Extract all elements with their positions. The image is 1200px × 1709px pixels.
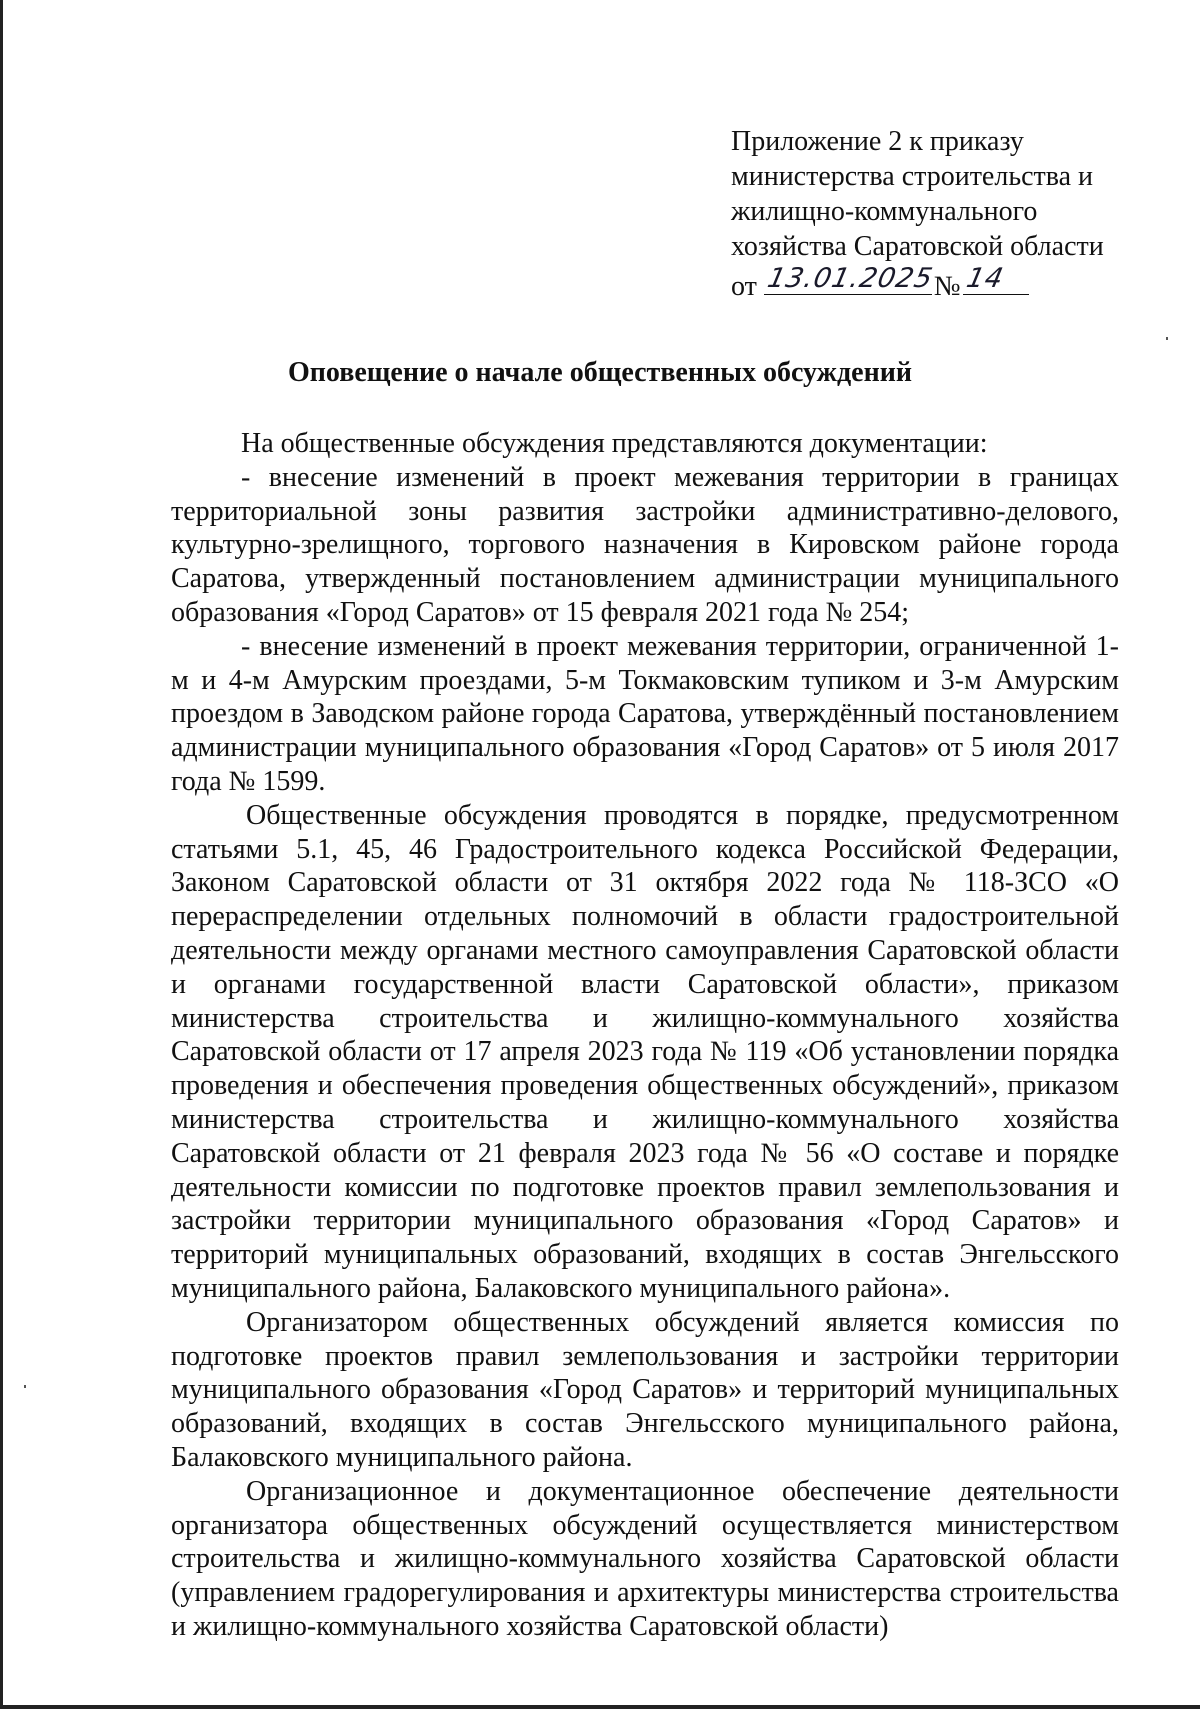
paragraph-item-2: - внесение изменений в проект межевания территории, ограниченной 1-м и 4-м Амурским проездами, 5-м Токмаковским тупиком и 3-м Амурским проездом в Заводском районе города Саратова, утверждённый постановлением администрации муниципального образования «Город Саратов» от 5 июля 2017 года № 1599. xyxy=(171,630,1119,797)
number-sign: № xyxy=(933,271,961,302)
paragraph-legal-basis: Общественные обсуждения проводятся в порядке, предусмотренном статьями 5.1, 45, 46 Градостроительного кодекса Российской Федерации, Законом Саратовской области от 31 октября 2022 года № 118-ЗСО «О перераспределении отдельных полномочий в области градостроительной деятельности между органами местного самоуправления Саратовской области и органами государственной власти Саратовской области», приказом министерства строительства и жилищно-коммунального хозяйства Саратовской области от 17 апреля 2023 года № 119 «Об установлении порядка проведения и обеспечения проведения общественных обсуждений», приказом министерства строительства и жилищно-коммунального хозяйства Саратовской области от 21 февраля 2023 года № 56 «О составе и порядке деятельности комиссии по подготовке проектов правил землепользования и застройки территории муниципального образования «Город Саратов» и территорий муниципальных образований, входящих в состав Энгельсского муниципального района, Балаковского муниципального района». xyxy=(171,799,1119,1304)
number-underline xyxy=(963,264,1029,295)
paragraph-organizer: Организатором общественных обсуждений является комиссия по подготовке проектов правил землепользования и застройки территории муниципального образования «Город Саратов» и территорий муниципальных образований, входящих в состав Энгельсского муниципального района, Балаковского муниципального района. xyxy=(171,1306,1119,1473)
approval-line-3: жилищно-коммунального xyxy=(731,196,1038,227)
paragraph-intro: На общественные обсуждения представляются документации: xyxy=(241,428,988,459)
paragraph-item-1: - внесение изменений в проект межевания территории в границах территориальной зоны развития застройки административно-делового, культурно-зрелищного, торгового назначения в Кировском районе города Саратова, утвержденный постановлением администрации муниципального образования «Город Саратов» от 15 февраля 2021 года № 254; xyxy=(171,461,1119,628)
scan-speck xyxy=(1166,337,1168,340)
approval-date-line xyxy=(731,264,1151,304)
approval-line-1: Приложение 2 к приказу xyxy=(731,126,1024,157)
scan-speck xyxy=(24,1385,26,1388)
handwritten-date: 13.01.2025 xyxy=(764,263,936,294)
date-underline xyxy=(764,263,936,295)
handwritten-number: 14 xyxy=(963,263,1007,294)
approval-line-4: хозяйства Саратовской области xyxy=(731,231,1104,262)
scan-left-edge xyxy=(0,0,3,1709)
document-title: Оповещение о начале общественных обсуждений xyxy=(288,357,912,388)
paragraph-support: Организационное и документационное обеспечение деятельности организатора общественных обсуждений осуществляется министерством строительства и жилищно-коммунального хозяйства Саратовской области (управлением градорегулирования и архитектуры министерства строительства и жилищно-коммунального хозяйства Саратовской области) xyxy=(171,1475,1119,1642)
approval-block xyxy=(731,124,1151,304)
from-label: от xyxy=(731,271,757,302)
approval-line-2: министерства строительства и xyxy=(731,161,1094,192)
scan-bottom-edge xyxy=(0,1705,1200,1709)
document-body xyxy=(171,427,1119,1644)
